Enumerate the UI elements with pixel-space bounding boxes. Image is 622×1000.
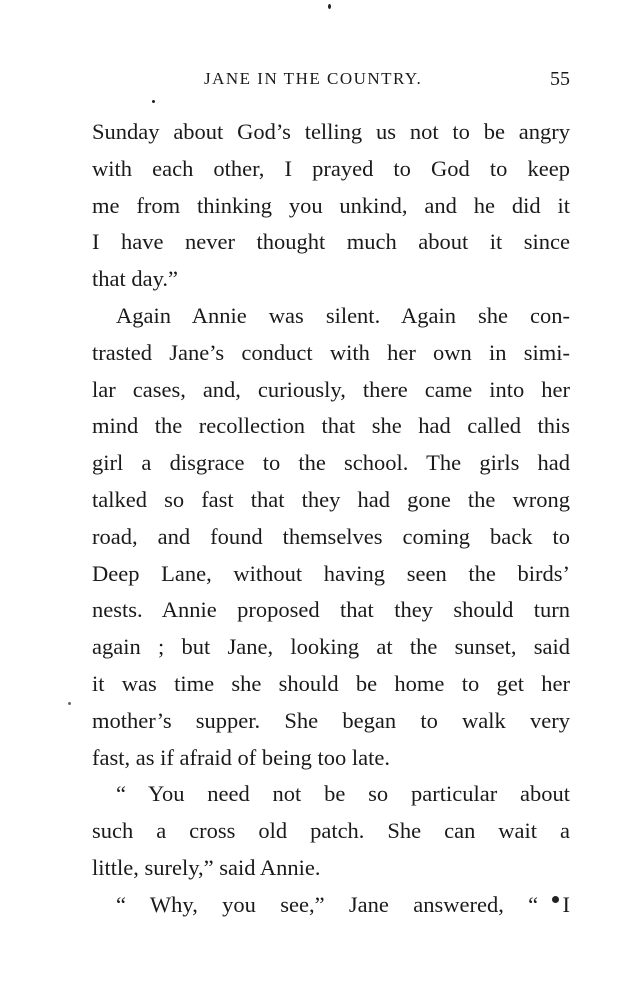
- text-line: road, and found themselves coming back to: [92, 523, 570, 549]
- text-line: little, surely,” said Annie.: [92, 854, 321, 880]
- ink-speck: [68, 702, 71, 705]
- text-line: fast, as if afraid of being too late.: [92, 744, 391, 770]
- running-title: JANE IN THE COUNTRY.: [204, 69, 423, 88]
- text-line: I have never thought much about it since: [92, 229, 570, 255]
- text-line: mother’s supper. She began to walk very: [92, 707, 570, 733]
- text-line: me from thinking you unkind, and he did it: [92, 192, 570, 218]
- page-number: 55: [550, 68, 570, 90]
- text-line: that day.”: [92, 266, 179, 292]
- text-line: “ Why, you see,” Jane answered, “ I: [116, 891, 570, 917]
- ink-speck: [328, 4, 331, 9]
- text-line: mind the recollection that she had called this: [92, 413, 570, 439]
- text-line: Sunday about God’s telling us not to be angry: [92, 119, 570, 144]
- text-line: girl a disgrace to the school. The girls had: [92, 450, 570, 476]
- text-line: lar cases, and, curiously, there came into her: [92, 376, 570, 402]
- body-text: [92, 114, 570, 924]
- text-line: such a cross old patch. She can wait a: [92, 818, 570, 844]
- text-line: nests. Annie proposed that they should turn: [92, 597, 570, 623]
- text-line: again ; but Jane, looking at the sunset, said: [92, 634, 570, 660]
- text-line: Again Annie was silent. Again she con-: [116, 302, 570, 328]
- text-line: talked so fast that they had gone the wrong: [92, 486, 570, 512]
- text-line: it was time she should be home to get her: [92, 670, 570, 696]
- ink-speck: [152, 100, 155, 103]
- running-head: [92, 64, 570, 94]
- text-line: “ You need not be so particular about: [116, 781, 570, 807]
- text-line: with each other, I prayed to God to keep: [92, 155, 570, 181]
- text-line: trasted Jane’s conduct with her own in simi-: [92, 339, 570, 365]
- text-line: Deep Lane, without having seen the birds’: [92, 560, 570, 586]
